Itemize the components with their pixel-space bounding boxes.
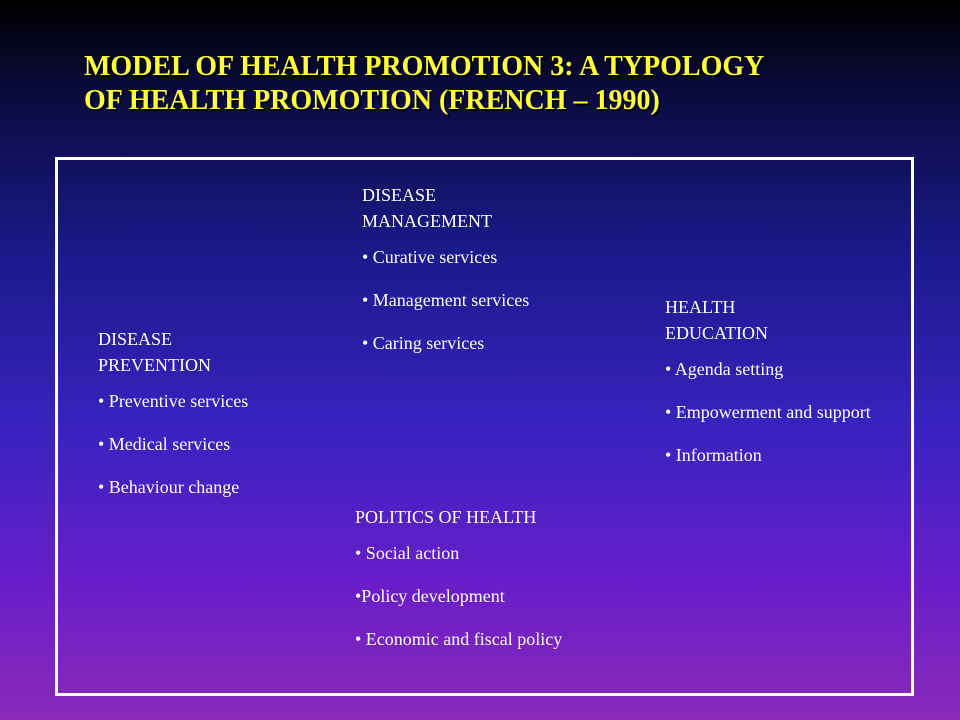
list-item: • Social action (355, 543, 460, 563)
list-item: • Economic and fiscal policy (355, 629, 563, 649)
heading-line: DISEASE (362, 185, 437, 205)
heading-line: PREVENTION (98, 355, 211, 375)
health-education-heading (665, 294, 885, 346)
slide-title-line-2: OF HEALTH PROMOTION (FRENCH – 1990) (84, 85, 660, 116)
slide-title-line-1: MODEL OF HEALTH PROMOTION 3: A TYPOLOGY (84, 51, 765, 82)
slide-title (84, 50, 904, 118)
list-item: • Preventive services (98, 391, 249, 411)
disease-prevention-block (98, 326, 338, 500)
health-education-block (665, 294, 885, 468)
heading-line: MANAGEMENT (362, 211, 492, 231)
list-item: • Behaviour change (98, 477, 240, 497)
heading-line: DISEASE (98, 329, 173, 349)
disease-prevention-heading (98, 326, 338, 378)
politics-of-health-block (355, 504, 585, 652)
heading-line: POLITICS OF HEALTH (355, 507, 537, 527)
heading-line: HEALTH (665, 297, 736, 317)
list-item: • Management services (362, 290, 530, 310)
list-item: • Medical services (98, 434, 231, 454)
list-item: • Curative services (362, 247, 498, 267)
politics-of-health-heading (355, 504, 585, 530)
heading-line: EDUCATION (665, 323, 768, 343)
list-item: •Policy development (355, 586, 505, 606)
list-item: • Agenda setting (665, 359, 784, 379)
disease-management-heading (362, 182, 612, 234)
list-item: • Information (665, 445, 762, 465)
disease-management-block (362, 182, 612, 356)
list-item: • Empowerment and support (665, 402, 871, 422)
list-item: • Caring services (362, 333, 485, 353)
